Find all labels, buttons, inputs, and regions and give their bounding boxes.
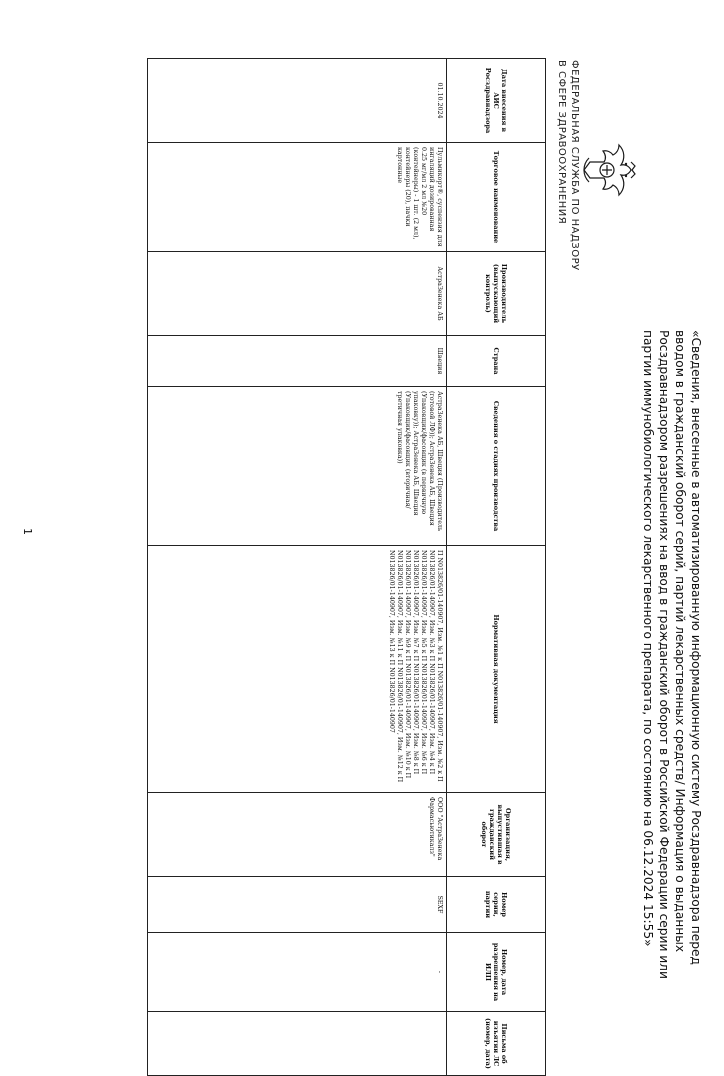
agency-name-line1: ФЕДЕРАЛЬНАЯ СЛУЖБА ПО НАДЗОРУ	[569, 60, 580, 271]
cell-manufacturer: АстраЗенека АБ	[148, 252, 447, 336]
col-header-letter: Письма об изъятии ЛС (номер, дата)	[447, 1012, 546, 1076]
col-header-permit: Номер, дата разрешения на ИЛП	[447, 933, 546, 1012]
cell-letter	[148, 1012, 447, 1076]
cell-docs: П N013826/01-140907, Изм. №1 к П N013826/01-140907, Изм. №2 к П N013826/01-140907, Изм. №3 к П N013826/01-140907, Изм. №4 к П N013826/01-140907, Изм. №5 к П N013826/01-140907, Изм. №6 к П N013826/01-140907, Изм. №7 к П N013826/01-140907, Изм. №8 к П N013826/01-140907, Изм. №9 к П N013826/01-140907, Изм. №10 к П N013826/01-140907, Изм. №11 к П N013826/01-140907, Изм. №12 к П N013826/01-140907, Изм. №13 к П N013826/01-140907	[148, 546, 447, 793]
cell-trade-name: Пульмикорт®, суспензия для ингаляций дозированная 0.25 мг/мл 2 мл №20 (контейнеры) - 1 шт. (2 мл), контейнеры (20), пачки картонные	[148, 143, 447, 252]
col-header-series: Номер серии, партии	[447, 877, 546, 933]
agency-name-line2: В СФЕРЕ ЗДРАВООХРАНЕНИЯ	[556, 60, 567, 225]
cell-stages: АстраЗенека АБ, Швеция (Производитель (готовой ЛФ)); АстраЗенека АБ, Швеция (Упаковщик/фасовщик (в первичную упаковку)); АстраЗенека АБ, Швеция (Упаковщик/фасовщик (вторичная/третичная упаковка))	[148, 387, 447, 546]
registry-table	[147, 58, 546, 1076]
cell-permit: -	[148, 933, 447, 1012]
col-header-docs: Нормативная документация	[447, 546, 546, 793]
agency-name	[555, 60, 581, 290]
cell-series: SEXF	[148, 877, 447, 933]
cell-country: Швеция	[148, 336, 447, 387]
col-header-manufacturer: Производитель (выпускающий контроль)	[447, 252, 546, 336]
cell-org: ООО "АстраЗенека Фармасьютикалз"	[148, 793, 447, 877]
col-header-trade-name: Торговое наименование	[447, 143, 546, 252]
page-number: 1	[21, 528, 34, 535]
document-title: «Сведения, внесенные в автоматизированную информационную систему Росздравнадзора перед вводом в гражданский оборот серий, партий лекарственных средств/ Информация о выданных Росздравнадзором разрешениях на ввод в гражданский оборот в Российской Федерации серии или партии иммунобиологического лекарственного препарата, по состоянию на 06.12.2024 15:55»	[641, 330, 703, 979]
cell-date: 01.10.2024	[148, 59, 447, 143]
col-header-date: Дата внесения в АИС Росздравнадзора	[447, 59, 546, 143]
col-header-stages: Сведения о стадиях производства	[447, 387, 546, 546]
col-header-country: Страна	[447, 336, 546, 387]
double-headed-eagle-emblem-icon	[579, 140, 639, 200]
table-header-row	[447, 59, 546, 1076]
col-header-org: Организация, выпустившая в гражданский оборот	[447, 793, 546, 877]
table-row	[148, 59, 447, 1076]
